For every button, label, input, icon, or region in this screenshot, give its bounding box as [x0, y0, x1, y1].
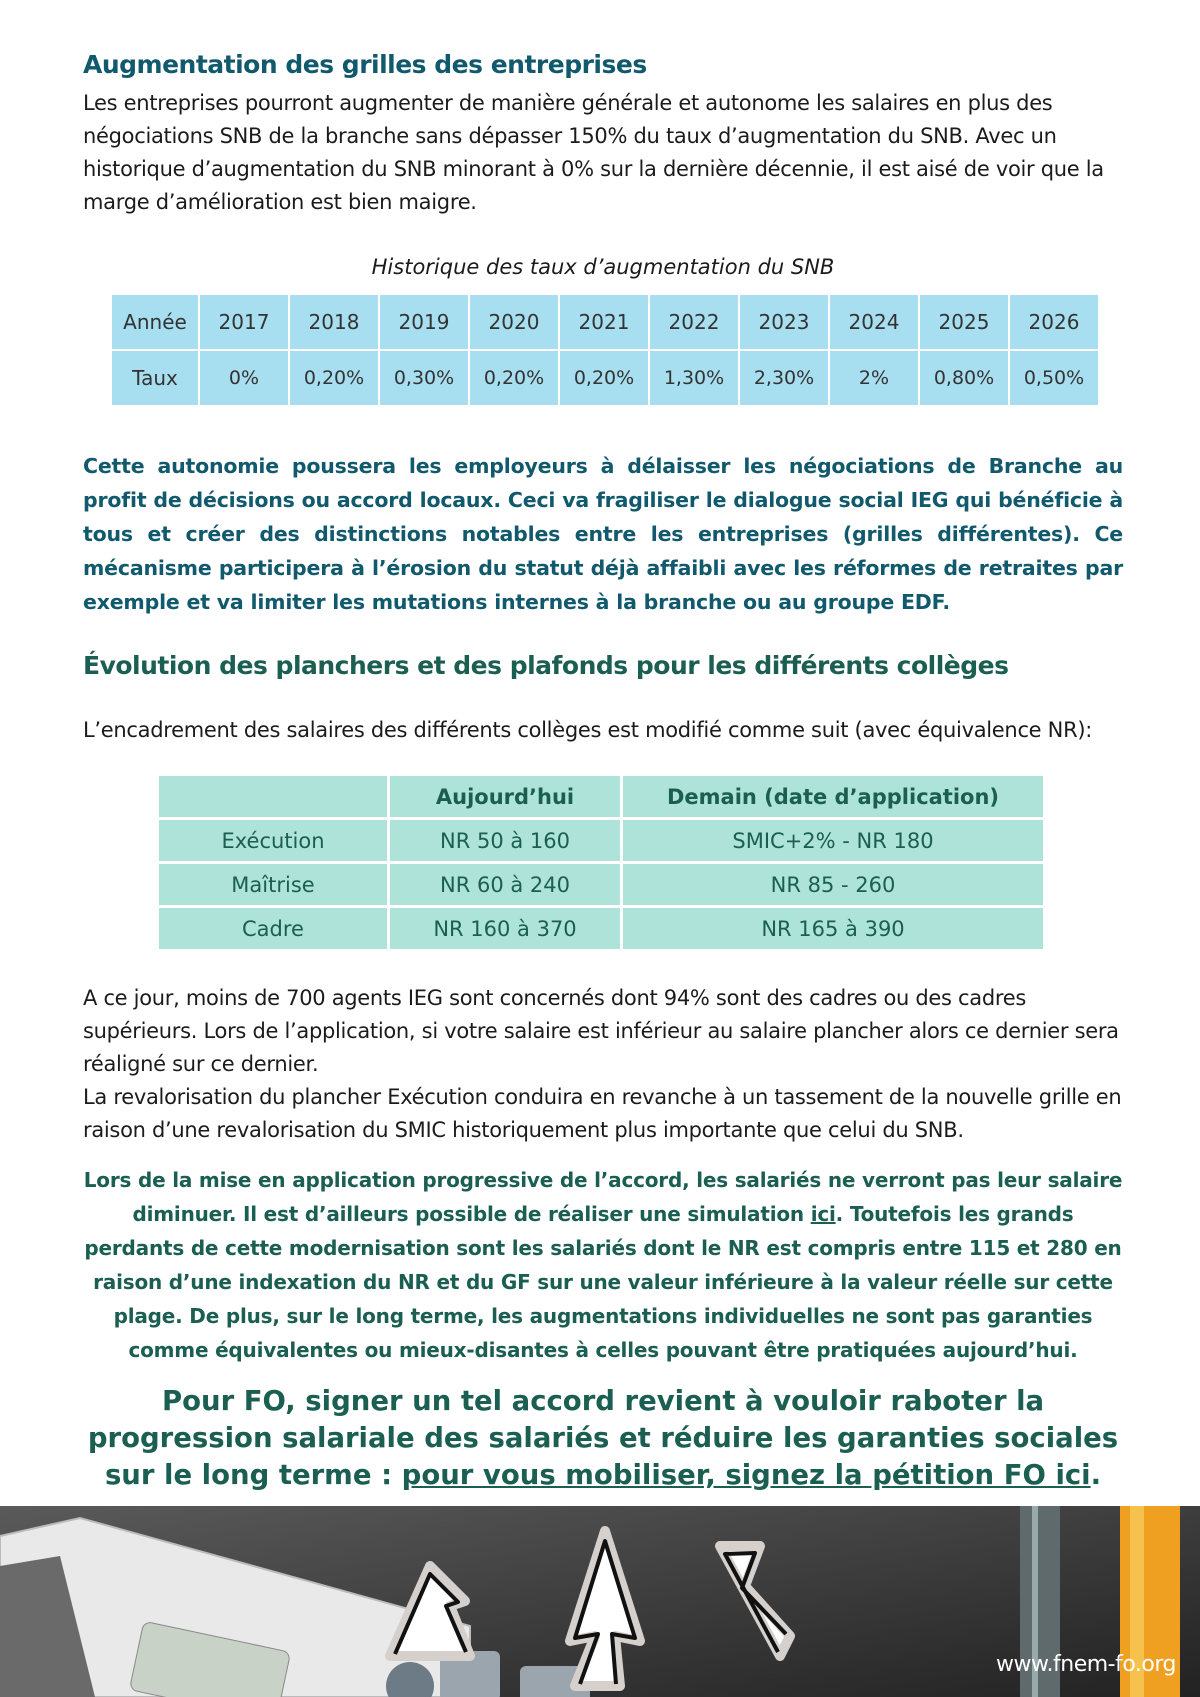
snb-table-caption: Historique des taux d’augmentation du SNB: [371, 255, 835, 279]
today-range-cell: NR 50 à 160: [390, 820, 620, 861]
petition-link[interactable]: pour vous mobiliser, signez la pétition FO ici: [401, 1459, 1091, 1491]
tomorrow-range-cell: NR 165 à 390: [623, 908, 1043, 949]
rate-cell: 0,30%: [380, 351, 468, 405]
tomorrow-range-cell: NR 85 - 260: [623, 864, 1043, 905]
year-cell: 2021: [560, 295, 648, 349]
fo-conclusion: [83, 1383, 1123, 1494]
progressive-application-paragraph: [83, 1163, 1123, 1367]
rate-cell: 0,20%: [470, 351, 558, 405]
header-cell-tomorrow: Demain (date d’application): [623, 776, 1043, 817]
rate-cell: 2,30%: [740, 351, 828, 405]
website-url: www.fnem-fo.org: [996, 1652, 1176, 1677]
rate-cell: 2%: [830, 351, 918, 405]
rate-cell: 0,50%: [1010, 351, 1098, 405]
agents-paragraph: A ce jour, moins de 700 agents IEG sont concernés dont 94% sont des cadres ou des cadres supérieurs. Lors de l’application, si votre salaire est inférieur au salaire plancher alors ce dernier sera réaligné sur ce dernier.: [83, 986, 1119, 1076]
section-title-augmentation: Augmentation des grilles des entreprises: [83, 50, 647, 79]
year-cell: 2026: [1010, 295, 1098, 349]
rate-cell: 0,80%: [920, 351, 1008, 405]
today-range-cell: NR 60 à 240: [390, 864, 620, 905]
rate-label-cell: Taux: [112, 351, 198, 405]
today-range-cell: NR 160 à 370: [390, 908, 620, 949]
snb-rate-row: [112, 351, 1098, 405]
year-cell: 2017: [200, 295, 288, 349]
augmentation-paragraph: Les entreprises pourront augmenter de manière générale et autonome les salaires en plus des négociations SNB de la branche sans dépasser 150% du taux d’augmentation du SNB. Avec un historique d’augmentation du SNB minorant à 0% sur la dernière décennie, il est aisé de voir que la marge d’amélioration est bien maigre.: [83, 91, 1104, 214]
rate-cell: 0%: [200, 351, 288, 405]
header-cell-empty: [159, 776, 387, 817]
year-cell: 2025: [920, 295, 1008, 349]
year-cell: 2022: [650, 295, 738, 349]
snb-year-row: [112, 295, 1098, 349]
page-content: [83, 50, 1123, 1494]
college-cell: Exécution: [159, 820, 387, 861]
simulation-link[interactable]: ici: [810, 1202, 836, 1226]
year-cell: 2020: [470, 295, 558, 349]
salary-row: [159, 908, 1043, 949]
salary-row: [159, 820, 1043, 861]
salary-row: [159, 864, 1043, 905]
rate-cell: 1,30%: [650, 351, 738, 405]
year-cell: 2023: [740, 295, 828, 349]
evolution-intro: L’encadrement des salaires des différents collèges est modifié comme suit (avec équivalence NR):: [83, 718, 1093, 742]
year-label-cell: Année: [112, 295, 198, 349]
page-number: /5: [590, 1652, 612, 1677]
college-cell: Maîtrise: [159, 864, 387, 905]
salary-range-table: [156, 773, 1046, 952]
snb-rates-table: [110, 293, 1100, 407]
year-cell: 2024: [830, 295, 918, 349]
autonomy-paragraph: Cette autonomie poussera les employeurs à délaisser les négociations de Branche au profit de décisions ou accord locaux. Ceci va fragiliser le dialogue social IEG qui bénéficie à tous et créer des distinctions notables entre les entreprises (grilles différentes). Ce mécanisme participera à l’érosion du statut déjà affaibli avec les réformes de retraites par exemple et va limiter les mutations internes à la branche ou au groupe EDF.: [83, 454, 1123, 614]
rate-cell: 0,20%: [560, 351, 648, 405]
revalorisation-paragraph: La revalorisation du plancher Exécution conduira en revanche à un tassement de la nouvelle grille en raison d’une revalorisation du SMIC historiquement plus importante que celui du SNB.: [83, 1085, 1122, 1142]
rate-cell: 0,20%: [290, 351, 378, 405]
conclusion-period: .: [1090, 1459, 1102, 1491]
progressive-text-rest: . Toutefois les grands perdants de cette modernisation sont les salariés dont le NR est compris entre 115 et 280 en raison d’une indexation du NR et du GF sur une valeur inférieure à la valeur réelle sur cette plage. De plus, sur le long terme, les augmentations individuelles ne sont pas garanties comme équivalentes ou mieux-disantes à celles pouvant être pratiquées aujourd’hui.: [84, 1202, 1122, 1362]
year-cell: 2019: [380, 295, 468, 349]
year-cell: 2018: [290, 295, 378, 349]
section-title-evolution: Évolution des planchers et des plafonds pour les différents collèges: [83, 651, 1009, 680]
salary-header-row: [159, 776, 1043, 817]
college-cell: Cadre: [159, 908, 387, 949]
header-cell-today: Aujourd’hui: [390, 776, 620, 817]
conclusion-text: Pour FO, signer un tel accord revient à vouloir raboter la progression salariale des salariés et réduire les garanties sociales sur le long terme :: [87, 1385, 1119, 1491]
tomorrow-range-cell: SMIC+2% - NR 180: [623, 820, 1043, 861]
progressive-text: Lors de la mise en application progressive de l’accord, les salariés ne verront pas leur salaire diminuer. Il est d’ailleurs possible de réaliser une simulation: [83, 1168, 1123, 1226]
